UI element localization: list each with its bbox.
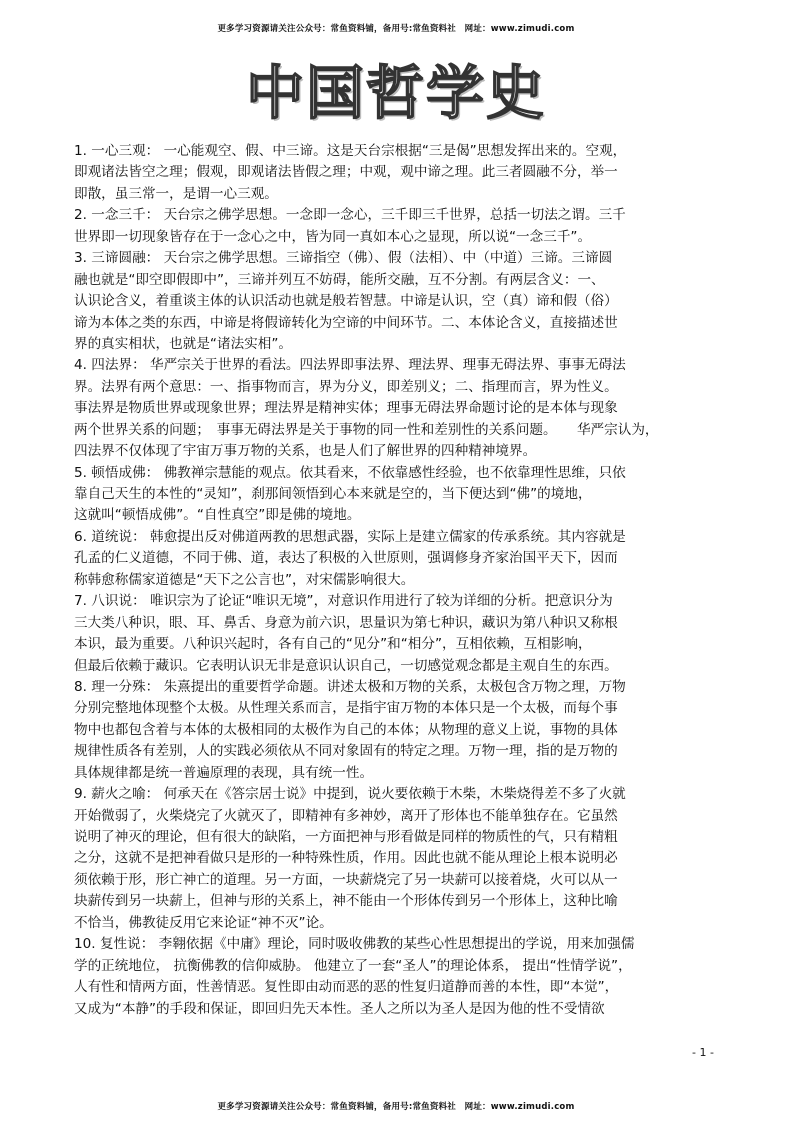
text-line: 1. 一心三观： 一心能观空、假、中三谛。这是天台宗根据“三是偈”思想发挥出来的。空观， xyxy=(74,143,627,159)
page-number: - 1 - xyxy=(692,1046,714,1059)
text-line: 3. 三谛圆融： 天台宗之佛学思想。三谛指空（佛）、假（法相）、中（中道）三谛。三谛圆 xyxy=(74,250,613,267)
text-line: 10. 复性说： 李翱依据《中庸》理论，同时吸收佛教的某些心性思想提出的学说，用来加强儒 xyxy=(74,936,635,953)
document-body xyxy=(74,141,724,1020)
text-line: 谛为本体之类的东西，中谛是将假谛转化为空谛的中间环节。二、本体论含义，直接描述世 xyxy=(74,314,618,331)
text-line: 事法界是物质世界或现象世界；理法界是精神实体；理事无碍法界命题讨论的是本体与现象 xyxy=(74,400,618,417)
text-line: 5. 顿悟成佛： 佛教禅宗慧能的观点。依其看来，不依靠感性经验，也不依靠理性思维，只依 xyxy=(74,464,626,481)
text-line: 6. 道统说： 韩愈提出反对佛道两教的思想武器，实际上是建立儒家的传承系统。其内容就是 xyxy=(74,528,626,545)
text-line: 人有性和情两方面，性善情恶。复性即由动而恶的恶的性复归道静而善的本性，即“本觉”， xyxy=(74,979,619,996)
text-line: 具体规律都是统一普遍原理的表现，具有统一性。 xyxy=(74,764,374,781)
text-line: 靠自己天生的本性的“灵知”，刹那间领悟到心本来就是空的，当下便达到“佛”的境地， xyxy=(74,486,592,502)
text-line: 又成为“本静”的手段和保证，即回归先天本性。圣人之所以为圣人是因为他的性不受情欲 xyxy=(74,1000,605,1017)
text-line: 界的真实相状，也就是“诸法实相”。 xyxy=(74,335,292,352)
text-line: 即观诸法皆空之理；假观，即观诸法皆假之理；中观，观中谛之理。此三者圆融不分，举一 xyxy=(74,164,618,181)
page-title: 中国哲学史 xyxy=(245,59,546,127)
text-line: 四法界不仅体现了宇宙万事万物的关系，也是人们了解世界的四种精神境界。 xyxy=(74,443,537,460)
text-line: 说明了神灭的理论，但有很大的缺陷，一方面把神与形看做是同样的物质性的气，只有精粗 xyxy=(74,829,618,845)
header-banner: 更多学习资源请关注公众号：常鱼资料铺，备用号:常鱼资料社 网址：www.zimudi.com xyxy=(217,24,575,34)
footer-banner: 更多学习资源请关注公众号：常鱼资料铺，备用号:常鱼资料社 网址：www.zimudi.com xyxy=(217,1102,575,1112)
text-line: 界。法界有两个意思：一、指事物而言，界为分义，即差别义；二、指理而言，界为性义。 xyxy=(74,378,618,395)
text-line: 2. 一念三千： 天台宗之佛学思想。一念即一念心，三千即三千世界，总括一切法之谓。三千 xyxy=(74,207,626,224)
text-line: 这就叫“顿悟成佛”。“自性真空”即是佛的境地。 xyxy=(74,507,361,524)
text-line: 认识论含义，着重谈主体的认识活动也就是般若智慧。中谛是认识，空（真）谛和假（俗） xyxy=(74,293,618,310)
text-line: 物中也都包含着与本体的太极相同的太极作为自己的本体；从物理的意义上说，事物的具体 xyxy=(74,721,618,738)
title-container xyxy=(0,58,792,128)
text-line: 融也就是“即空即假即中”，三谛并列互不妨碍，能所交融，互不分割。有两层含义：一、 xyxy=(74,271,605,288)
text-line: 两个世界关系的问题； 事事无碍法界是关于事物的同一性和差别性的关系问题。 华严宗认为， xyxy=(74,421,659,438)
text-line: 块薪传到另一块薪上，但神与形的关系上，神不能由一个形体传到另一个形体上，这种比喻 xyxy=(74,893,618,910)
text-line: 本识，最为重要。八种识兴起时，各有自己的“见分”和“相分”，互相依赖，互相影响， xyxy=(74,636,592,653)
text-line: 学的正统地位， 抗衡佛教的信仰威胁。 他建立了一套“圣人”的理论体系， 提出“性情学说”， xyxy=(74,957,632,974)
text-line: 但最后依赖于藏识。它表明认识无非是意识认识自己，一切感觉观念都是主观自生的东西。 xyxy=(74,657,618,674)
text-line: 分别完整地体现整个太极。从性理关系而言，是指宇宙万物的本体只是一个太极，而每个事 xyxy=(74,700,618,717)
text-line: 须依赖于形，形亡神亡的道理。另一方面，一块薪烧完了另一块薪可以接着烧，火可以从一 xyxy=(74,871,618,888)
text-line: 4. 四法界： 华严宗关于世界的看法。四法界即事法界、理法界、理事无碍法界、事事无碍法 xyxy=(74,357,626,374)
text-line: 不恰当，佛教徒反用它来论证“神不灭”论。 xyxy=(74,914,333,931)
text-line: 之分，这就不是把神看做只是形的一种特殊性质，作用。因此也就不能从理论上根本说明必 xyxy=(74,850,618,867)
text-line: 开始微弱了，火柴烧完了火就灭了，即精神有多神妙，离开了形体也不能单独存在。它虽然 xyxy=(74,807,618,824)
text-line: 9. 薪火之喻： 何承天在《答宗居士说》中提到，说火要依赖于木柴，木柴烧得差不多了火就 xyxy=(74,786,626,803)
text-line: 规律性质各有差别，人的实践必须依从不同对象固有的特定之理。万物一理，指的是万物的 xyxy=(74,743,618,760)
text-line: 孔孟的仁义道德，不同于佛、道，表达了积极的入世原则，强调修身齐家治国平天下，因而 xyxy=(74,550,618,567)
text-line: 三大类八种识，眼、耳、鼻舌、身意为前六识，思量识为第七种识，藏识为第八种识又称根 xyxy=(74,614,618,631)
text-line: 称韩愈称儒家道德是“天下之公言也”，对宋儒影响很大。 xyxy=(74,571,415,588)
text-line: 即散，虽三常一，是谓一心三观。 xyxy=(74,185,278,202)
text-line: 8. 理一分殊： 朱熹提出的重要哲学命题。讲述太极和万物的关系，太极包含万物之理，万物 xyxy=(74,678,626,695)
text-line: 7. 八识说： 唯识宗为了论证“唯识无境”，对意识作用进行了较为详细的分析。把意识分为 xyxy=(74,593,613,610)
text-line: 世界即一切现象皆存在于一念心之中，皆为同一真如本心之显现，所以说“一念三千”。 xyxy=(74,228,592,245)
